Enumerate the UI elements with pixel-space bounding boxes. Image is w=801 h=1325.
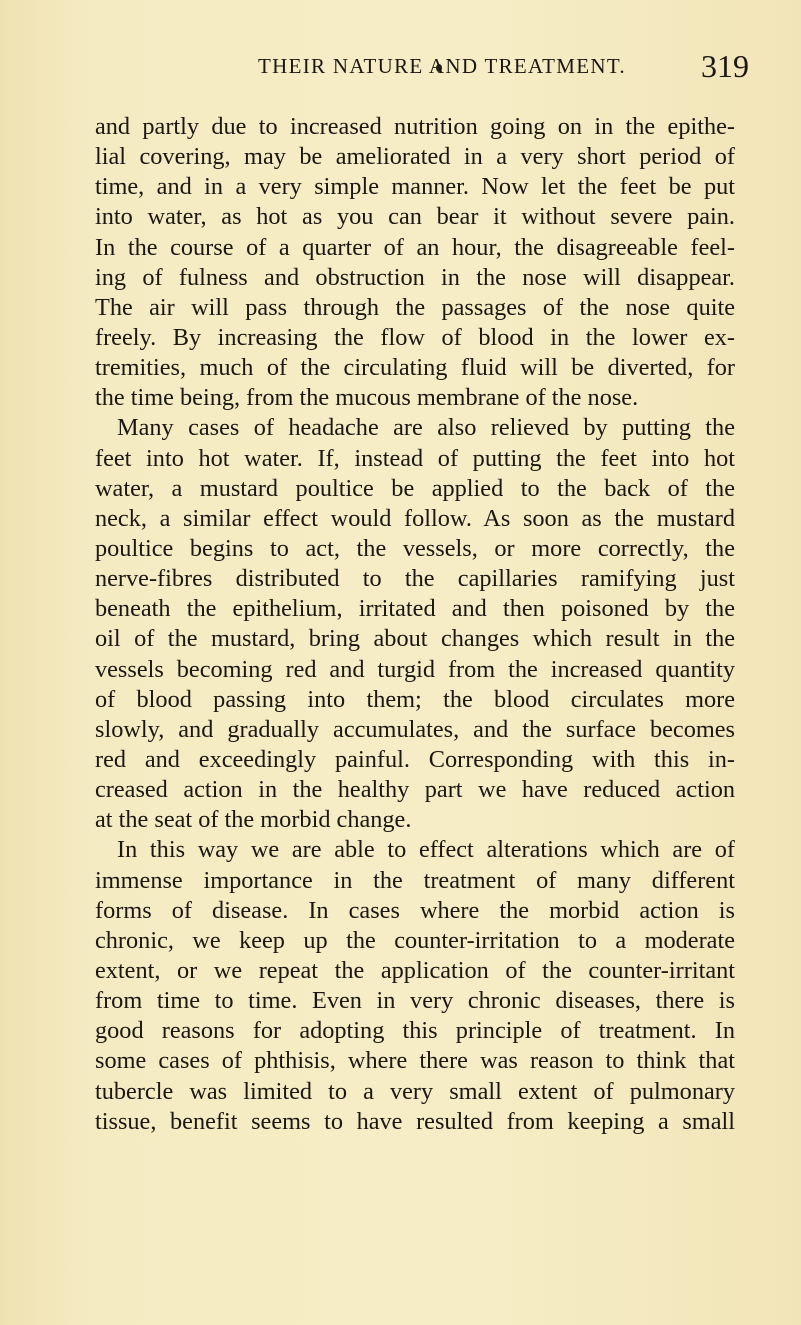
text-line: oil of the mustard, bring about changes which result in the [95, 625, 735, 653]
text-line: from time to time. Even in very chronic diseases, there is [95, 987, 735, 1015]
text-line: slowly, and gradually accumulates, and the surface becomes [95, 715, 735, 743]
text-line: beneath the epithelium, irritated and then poisoned by the [95, 595, 735, 623]
page-number: 319 [701, 48, 749, 84]
text-line: extent, or we repeat the application of the counter-irritant [95, 956, 735, 984]
text-line: at the seat of the morbid change. [95, 806, 412, 834]
text-line: tubercle was limited to a very small extent of pulmonary [95, 1077, 735, 1105]
text-line: immense importance in the treatment of many different [95, 866, 735, 894]
text-line: and partly due to increased nutrition going on in the epithe- [95, 113, 735, 140]
text-line: forms of disease. In cases where the morbid action is [95, 896, 735, 924]
text-line: In this way we are able to effect alterations which are of [117, 836, 735, 864]
text-line: lial covering, may be ameliorated in a very short period of [95, 143, 735, 171]
text-line: neck, a similar effect would follow. As soon as the mustard [95, 504, 735, 532]
text-line: In the course of a quarter of an hour, the disagreeable feel- [95, 233, 735, 261]
text-line: the time being, from the mucous membrane of the nose. [95, 384, 639, 412]
text-line: time, and in a very simple manner. Now let the feet be put [95, 173, 735, 201]
text-line: red and exceedingly painful. Corresponding with this in- [95, 745, 735, 773]
text-line: tremities, much of the circulating fluid will be diverted, for [95, 354, 735, 382]
text-line: creased action in the healthy part we have reduced action [95, 776, 735, 804]
text-line: nerve-fibres distributed to the capillaries ramifying just [95, 565, 735, 593]
text-line: feet into hot water. If, instead of putting the feet into hot [95, 444, 735, 472]
text-line: good reasons for adopting this principle of treatment. In [95, 1017, 735, 1045]
text-line: ing of fulness and obstruction in the nose will disappear. [95, 263, 735, 291]
text-line: of blood passing into them; the blood circulates more [95, 685, 735, 713]
body-text [95, 112, 735, 1137]
text-line: The air will pass through the passages of the nose quite [95, 293, 735, 321]
text-line: some cases of phthisis, where there was reason to think that [95, 1047, 735, 1075]
text-line: tissue, benefit seems to have resulted from keeping a small [95, 1107, 735, 1135]
text-line: freely. By increasing the flow of blood in the lower ex- [95, 323, 735, 351]
text-line: into water, as hot as you can bear it without severe pain. [95, 203, 735, 231]
text-line: poultice begins to act, the vessels, or more correctly, the [95, 534, 735, 562]
page-header [0, 48, 801, 92]
text-line: Many cases of headache are also relieved by putting the [117, 414, 735, 442]
text-line: water, a mustard poultice be applied to the back of the [95, 474, 735, 502]
text-line: chronic, we keep up the counter-irritation to a moderate [95, 926, 735, 954]
text-line: vessels becoming red and turgid from the increased quantity [95, 655, 735, 683]
running-head: THEIR NATURE AND TREATMENT. [258, 54, 626, 78]
